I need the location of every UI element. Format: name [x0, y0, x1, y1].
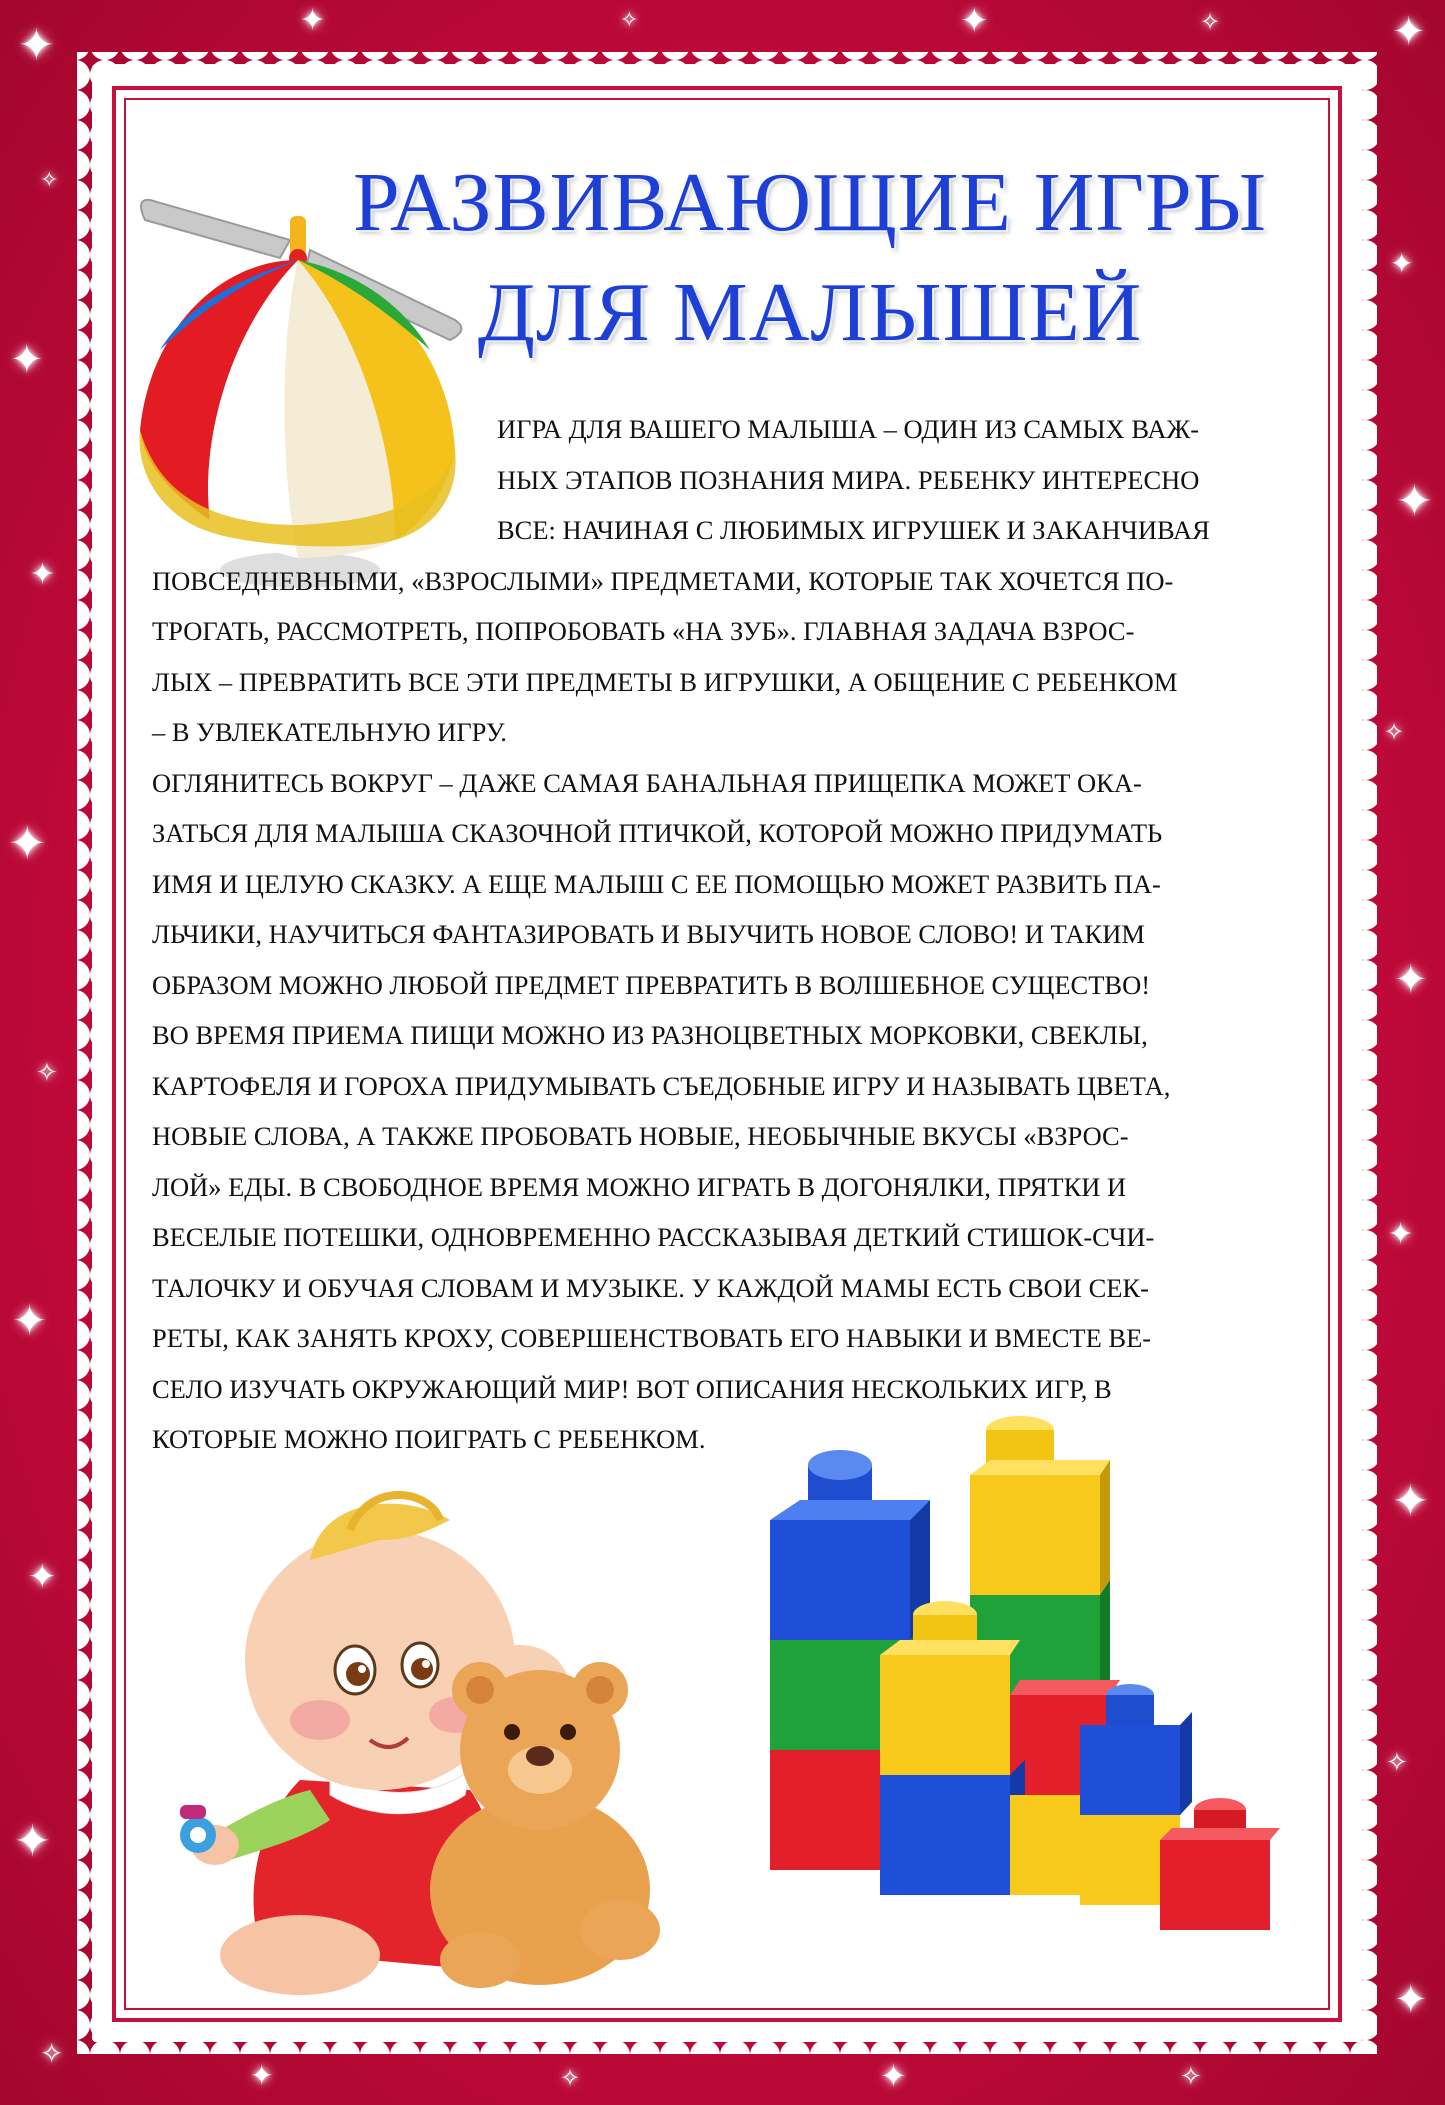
sparkle-icon: ✦ [30, 557, 56, 592]
text-line: ЗАТЬСЯ ДЛЯ МАЛЫША СКАЗОЧНОЙ ПТИЧКОЙ, КОТОРОЙ МОЖНО ПРИДУМАТЬ [152, 818, 1163, 848]
text-line: КОТОРЫЕ МОЖНО ПОИГРАТЬ С РЕБЕНКОМ. [152, 1424, 706, 1454]
text-line: ЛОЙ» ЕДЫ. В СВОБОДНОЕ ВРЕМЯ МОЖНО ИГРАТЬ В ДОГОНЯЛКИ, ПРЯТКИ И [152, 1171, 1127, 1202]
sparkle-icon: ✧ [40, 168, 59, 193]
baby-with-teddy-bear-illustration [180, 1450, 740, 2010]
text-line: ТАЛОЧКУ И ОБУЧАЯ СЛОВАМ И МУЗЫКЕ. У КАЖДОЙ МАМЫ ЕСТЬ СВОИ СЕК- [152, 1272, 1149, 1303]
sparkle-icon: ✧ [1384, 718, 1405, 746]
sparkle-icon: ✧ [1180, 2062, 1202, 2092]
sparkle-icon: ✦ [28, 1557, 57, 1597]
text-line: НОВЫЕ СЛОВА, А ТАКЖЕ ПРОБОВАТЬ НОВЫЕ, НЕОБЫЧНЫЕ ВКУСЫ «ВЗРОС- [152, 1121, 1129, 1151]
sparkle-icon: ✦ [960, 1, 989, 41]
page-title [300, 148, 1320, 368]
text-line: ВЕСЕЛЫЕ ПОТЕШКИ, ОДНОВРЕМЕННО РАССКАЗЫВАЯ ДЕТКИЙ СТИШОК-СЧИ- [152, 1222, 1155, 1252]
sparkle-icon: ✦ [1388, 1217, 1414, 1252]
sparkle-icon: ✦ [18, 20, 55, 71]
title-line-1: РАЗВИВАЮЩИЕ ИГРЫ [353, 156, 1267, 249]
text-line: ВСЕ: НАЧИНАЯ С ЛЮБИМЫХ ИГРУШЕК И ЗАКАНЧИВАЯ [497, 515, 1210, 545]
text-line: СЕЛО ИЗУЧАТЬ ОКРУЖАЮЩИЙ МИР! ВОТ ОПИСАНИЯ НЕСКОЛЬКИХ ИГР, В [152, 1373, 1112, 1404]
text-line: ИМЯ И ЦЕЛУЮ СКАЗКУ. А ЕЩЕ МАЛЫШ С ЕЕ ПОМОЩЬЮ МОЖЕТ РАЗВИТЬ ПА- [152, 868, 1161, 899]
title-line-2: ДЛЯ МАЛЫШЕЙ [477, 266, 1143, 359]
sparkle-icon: ✦ [1394, 1977, 1428, 2023]
text-line: ЛЬЧИКИ, НАУЧИТЬСЯ ФАНТАЗИРОВАТЬ И ВЫУЧИТЬ НОВОЕ СЛОВО! И ТАКИМ [152, 919, 1145, 949]
sparkle-icon: ✦ [1396, 476, 1433, 527]
sparkle-icon: ✧ [1200, 8, 1221, 36]
sparkle-icon: ✦ [300, 3, 326, 38]
sparkle-icon: ✦ [14, 1816, 51, 1867]
sparkle-icon: ✦ [1390, 247, 1414, 280]
text-line: – В УВЛЕКАТЕЛЬНУЮ ИГРУ. [152, 717, 507, 747]
text-line: РЕТЫ, КАК ЗАНЯТЬ КРОХУ, СОВЕРШЕНСТВОВАТЬ ЕГО НАВЫКИ И ВМЕСТЕ ВЕ- [152, 1323, 1152, 1353]
sparkle-icon: ✦ [10, 337, 44, 383]
text-line: ОГЛЯНИТЕСЬ ВОКРУГ – ДАЖЕ САМАЯ БАНАЛЬНАЯ ПРИЩЕПКА МОЖЕТ ОКА- [152, 767, 1142, 798]
sparkle-icon: ✦ [1392, 1476, 1429, 1527]
text-line: ТРОГАТЬ, РАССМОТРЕТЬ, ПОПРОБОВАТЬ «НА ЗУБ». ГЛАВНАЯ ЗАДАЧА ВЗРОС- [152, 616, 1135, 646]
sparkle-icon: ✧ [620, 8, 639, 33]
toy-blocks-illustration [760, 1390, 1280, 1950]
sparkle-icon: ✧ [560, 2064, 581, 2092]
sparkle-icon: ✧ [1386, 1748, 1408, 1778]
text-line: ОБРАЗОМ МОЖНО ЛЮБОЙ ПРЕДМЕТ ПРЕВРАТИТЬ В ВОЛШЕБНОЕ СУЩЕСТВО! [152, 969, 1151, 1000]
sparkle-icon: ✧ [40, 2037, 64, 2070]
sparkle-icon: ✦ [12, 1296, 48, 1345]
sparkle-icon: ✦ [250, 2059, 274, 2092]
sparkle-icon: ✧ [36, 1058, 58, 1088]
text-line: ПОВСЕДНЕВНЫМИ, «ВЗРОСЛЫМИ» ПРЕДМЕТАМИ, КОТОРЫЕ ТАК ХОЧЕТСЯ ПО- [152, 565, 1174, 596]
sparkle-icon: ✦ [880, 2057, 907, 2095]
body-text [152, 404, 1322, 1465]
sparkle-icon: ✦ [8, 816, 47, 870]
text-line: ЛЫХ – ПРЕВРАТИТЬ ВСЕ ЭТИ ПРЕДМЕТЫ В ИГРУШКИ, А ОБЩЕНИЕ С РЕБЕНКОМ [152, 666, 1178, 697]
sparkle-icon: ✦ [1392, 9, 1426, 55]
text-line: ВО ВРЕМЯ ПРИЕМА ПИЩИ МОЖНО ИЗ РАЗНОЦВЕТНЫХ МОРКОВКИ, СВЕКЛЫ, [152, 1020, 1148, 1050]
text-line: НЫХ ЭТАПОВ ПОЗНАНИЯ МИРА. РЕБЕНКУ ИНТЕРЕСНО [497, 464, 1200, 495]
sparkle-icon: ✦ [1394, 957, 1428, 1003]
text-line: КАРТОФЕЛЯ И ГОРОХА ПРИДУМЫВАТЬ СЪЕДОБНЫЕ ИГРУ И НАЗЫВАТЬ ЦВЕТА, [152, 1070, 1171, 1101]
text-line: ИГРА ДЛЯ ВАШЕГО МАЛЫША – ОДИН ИЗ САМЫХ ВАЖ- [497, 414, 1200, 444]
